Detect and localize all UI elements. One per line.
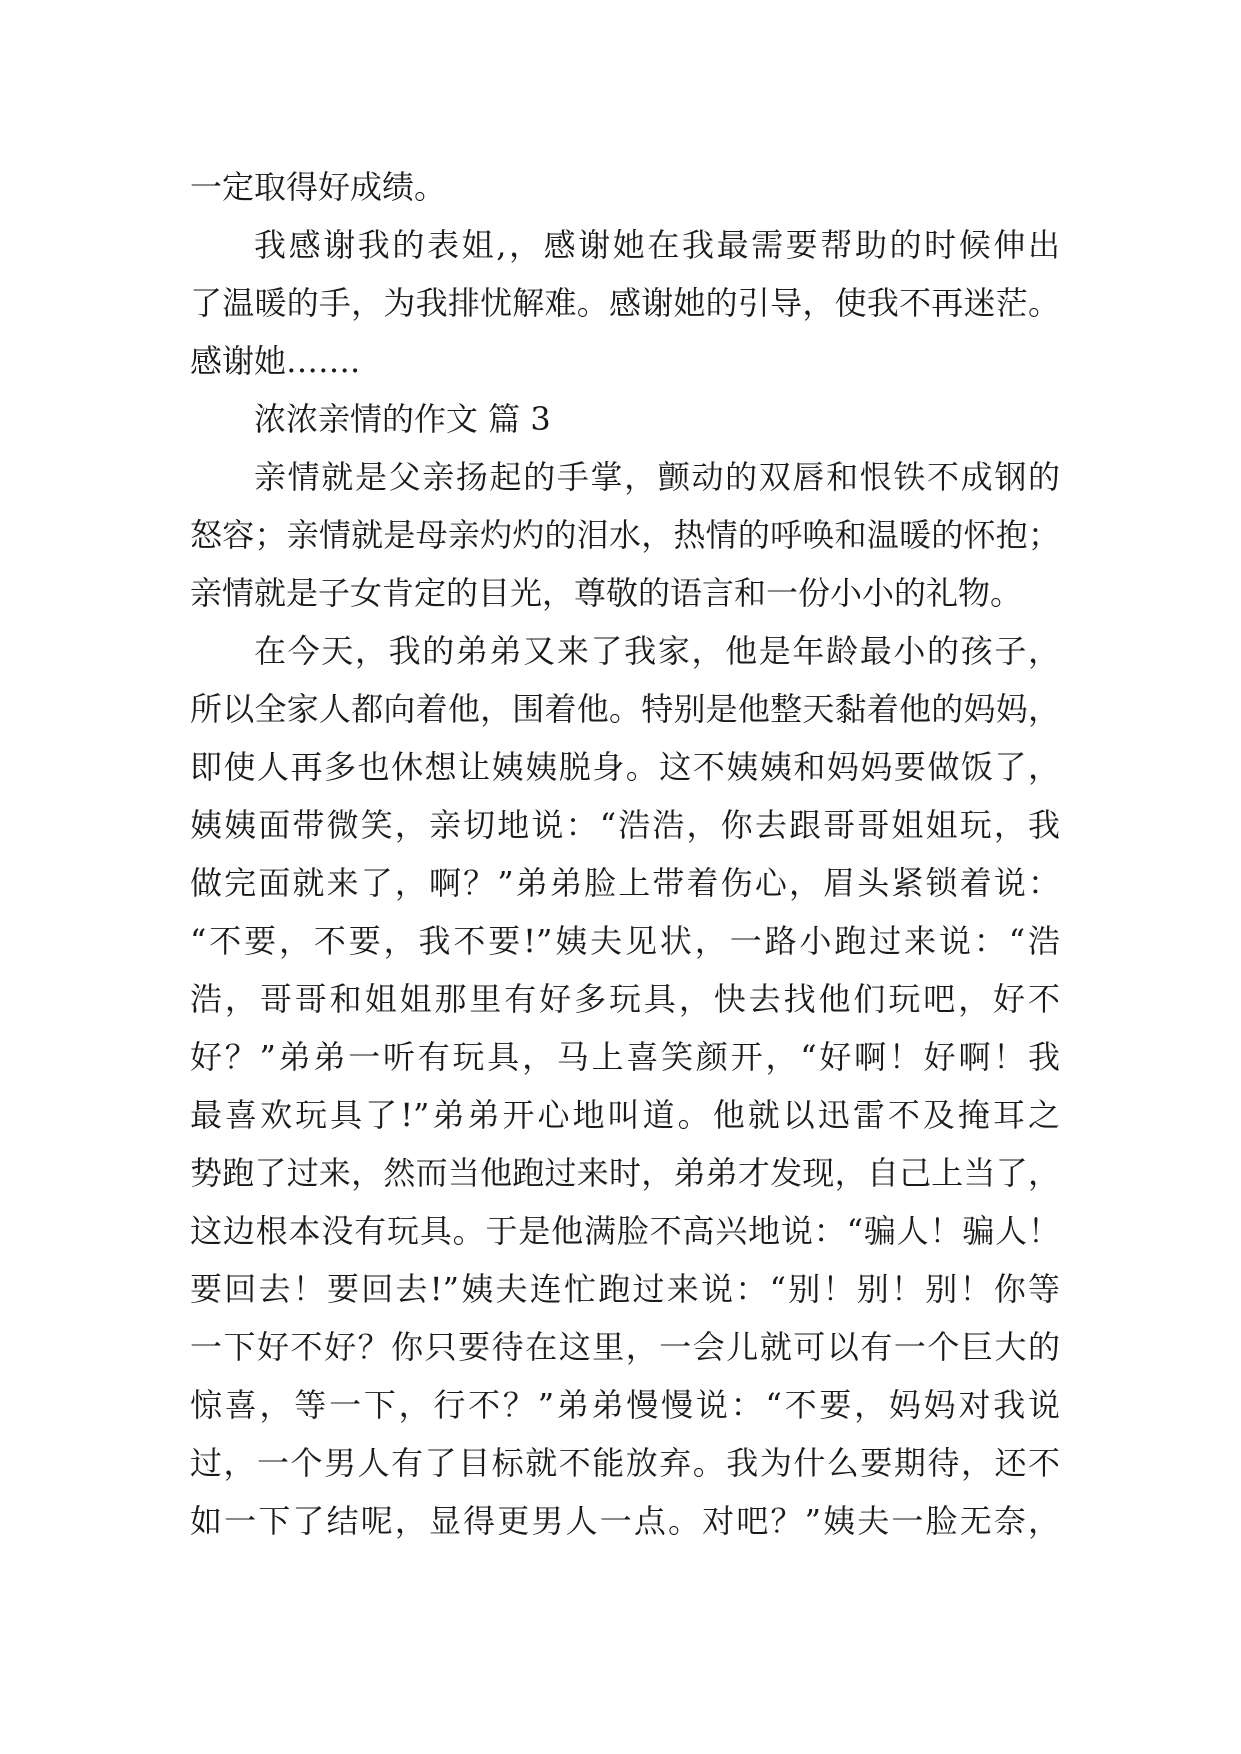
text-line: 这边根本没有玩具。于是他满脸不高兴地说：“骗人！骗人！ <box>190 1212 1060 1250</box>
section-heading: 浓浓亲情的作文 篇 3 <box>254 400 551 438</box>
text-line: 最喜欢玩具了!”弟弟开心地叫道。他就以迅雷不及掩耳之 <box>190 1096 1060 1134</box>
text-line: “不要，不要，我不要!”姨夫见状，一路小跑过来说：“浩 <box>190 922 1060 960</box>
text-line: 一定取得好成绩。 <box>190 168 447 206</box>
text-line: 做完面就来了，啊？”弟弟脸上带着伤心，眉头紧锁着说： <box>190 864 1060 902</box>
text-line: 亲情就是父亲扬起的手掌，颤动的双唇和恨铁不成钢的 <box>254 458 1060 496</box>
text-line: 一下好不好？你只要待在这里，一会儿就可以有一个巨大的 <box>190 1328 1060 1366</box>
text-line: 在今天，我的弟弟又来了我家，他是年龄最小的孩子， <box>254 632 1060 670</box>
text-line: 即使人再多也休想让姨姨脱身。这不姨姨和妈妈要做饭了， <box>190 748 1060 786</box>
text-line: 要回去！要回去!”姨夫连忙跑过来说：“别！别！别！你等 <box>190 1270 1060 1308</box>
essay-body <box>190 158 1060 1550</box>
text-line: 姨姨面带微笑，亲切地说：“浩浩，你去跟哥哥姐姐玩，我 <box>190 806 1060 844</box>
text-line: 好？”弟弟一听有玩具，马上喜笑颜开，“好啊！好啊！我 <box>190 1038 1060 1076</box>
text-line: 亲情就是子女肯定的目光，尊敬的语言和一份小小的礼物。 <box>190 574 1023 612</box>
text-line: 过，一个男人有了目标就不能放弃。我为什么要期待，还不 <box>190 1444 1060 1482</box>
text-line: 浩，哥哥和姐姐那里有好多玩具，快去找他们玩吧，好不 <box>190 980 1060 1018</box>
text-line: 所以全家人都向着他，围着他。特别是他整天黏着他的妈妈， <box>190 690 1060 728</box>
text-line: 如一下了结呢，显得更男人一点。对吧？”姨夫一脸无奈， <box>190 1502 1060 1540</box>
text-line: 了温暖的手，为我排忧解难。感谢她的引导，使我不再迷茫。 <box>190 284 1060 322</box>
text-line: 怒容；亲情就是母亲灼灼的泪水，热情的呼唤和温暖的怀抱； <box>190 516 1060 554</box>
text-line: 感谢她……. <box>190 342 361 380</box>
text-line: 势跑了过来，然而当他跑过来时，弟弟才发现，自己上当了， <box>190 1154 1060 1192</box>
text-line: 我感谢我的表姐,，感谢她在我最需要帮助的时候伸出 <box>254 226 1060 264</box>
text-line: 惊喜，等一下，行不？”弟弟慢慢说：“不要，妈妈对我说 <box>190 1386 1060 1424</box>
